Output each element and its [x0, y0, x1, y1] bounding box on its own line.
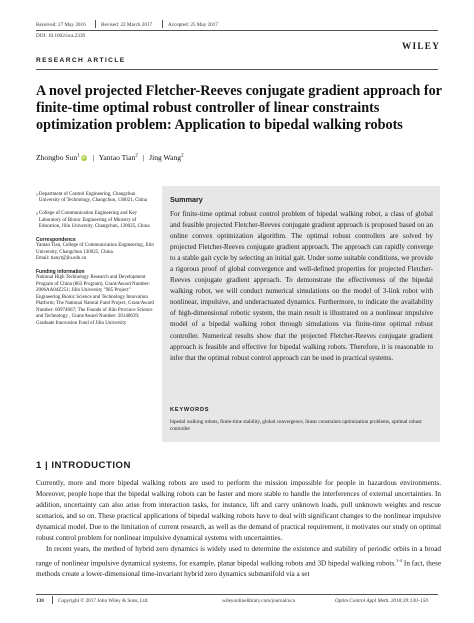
header-rule	[36, 30, 438, 31]
affiliation-text: Department of Control Engineering, Changchun University of Technology, Changchun, 130021, China	[38, 192, 148, 204]
received-date: Received: 27 May 2016	[36, 22, 86, 28]
funding-heading: Funding information	[36, 268, 85, 275]
affiliation-1	[36, 192, 154, 205]
author-list	[36, 153, 184, 162]
keywords-text: bipedal walking robots, finite-time stability, global convergence, linear constraints optimization problems, optimal robust controller	[170, 419, 422, 432]
correspondence-text: Yantao Tian, College of Communication Engineering, Jilin University, Changchun 130025, China.	[36, 243, 154, 255]
footer-divider	[52, 596, 53, 604]
header-divider	[162, 20, 163, 28]
accepted-date: Accepted: 25 May 2017	[168, 22, 218, 28]
article-sidebar	[36, 192, 154, 333]
footer-rule	[36, 594, 438, 595]
intro-paragraph-1: Currently, more and more bipedal walking robots are used to perform the mission impossible for people in hazardous environments. Moreover, people hope that the bipedal walking robots can be faster and more stable to handle the interferences of external uncertainties. In addition, uncertainty can also arise from interaction tasks, for instance, lift and carry unknown loads, pull unknown weights and rescue scenarios, and so on. These practical applications of bipedal walking robots have to deal with significant changes to the nonlinear impulsive dynamical model. Due to the limitation of current research, as well as the demand of practical requirement, it motivates our study on optimal robust control problem for nonlinear impulsive dynamical systems with uncertainties.	[36, 479, 441, 542]
affiliation-text: College of Communication Engineering and Key Laboratory of Bionic Engineering of Ministry of Education, Jilin University, Changchun, 130025, China	[38, 211, 150, 230]
orcid-icon[interactable]: iD	[81, 155, 86, 161]
correspondence-email[interactable]: Email: tianyt@jlu.edu.cn	[36, 256, 87, 262]
funding-block	[36, 269, 154, 327]
journal-citation: Optim Control Appl Meth. 2018;39:130–150.	[335, 598, 430, 604]
wiley-logo: WILEY	[402, 41, 441, 51]
summary-text: For finite-time optimal robust control problem of bipedal walking robot, a class of global and feasible projected Fletcher-Reeves conjugate gradient approach is proposed based on an online convex optimization algorithm. The optimal robust controllers are solved by projected Fletcher-Reeves conjugate gradient approach. The approach can rapidly converge to a stable gait cycle by selecting an initial gait. Under some suitable conditions, we provide a rigorous proof of global convergence and well-defined properties for projected Fletcher-Reeves conjugate gradient approach. To demonstrate the effectiveness of the bipedal walking robot, we will conduct numerical simulations on the model of 3-link robot with nonlinear, impulsive, and underactuated dynamics. Furthermore, to indicate the availability of high-dimensional robotic system, the main result is illustrated on a nonlinear impulsive model of a bipedal walking robot through simulations via finite-time optimal robust controller. Numerical results show that the projected Fletcher-Reeves conjugate gradient approach is feasible and effective for bipedal walking robots. Therefore, it is reasonable to infer that the optimal robust control approach can be used in practical systems.	[170, 210, 433, 362]
author-name[interactable]: Jing Wang	[149, 153, 182, 162]
author-name[interactable]: Yantao Tian	[98, 153, 136, 162]
page-number: 130	[36, 598, 44, 604]
author-name[interactable]: Zhongbo Sun	[36, 153, 78, 162]
title-rule	[36, 69, 438, 70]
affiliation-marker: 2	[135, 153, 138, 159]
article-type: RESEARCH ARTICLE	[36, 57, 126, 64]
funding-text: National High Technology Research and Development Program of China (863 Program), Grant/Award Number: 2006AA04Z251; Jilin University "985 Project" Engineering Bionic Science and Technology Innovation Platform; The National Natural Fund Project, Grant/Award Number: 60974067; The Founds of Jilin Province Science and Technology , Grant/Award Number: 20140639; Graduate Innovation Fund of Jilin University	[36, 275, 154, 326]
citation-marker[interactable]: 1-4	[395, 558, 403, 563]
paragraph-text: In recent years, the method of hybrid zero dynamics is widely used to determine the existence and stability of periodic orbits in a broad range of nonlinear impulsive dynamical systems, for example, planar bipedal walking robots and 3D bipedal walking robots.	[36, 545, 441, 568]
copyright-text: Copyright © 2017 John Wiley & Sons, Ltd.	[58, 598, 149, 604]
journal-url[interactable]: wileyonlinelibrary.com/journal/oca	[222, 598, 295, 604]
keywords-heading: KEYWORDS	[170, 407, 210, 413]
affiliation-number: 2	[36, 212, 38, 217]
intro-body	[36, 478, 441, 580]
section-heading: 1 | INTRODUCTION	[36, 460, 131, 471]
correspondence-block	[36, 237, 154, 263]
header-divider	[95, 20, 96, 28]
paragraph-text: In fact, these methods create a lower-dimensional time-invariant hybrid zero dynamics submanifold via a set	[36, 559, 442, 579]
affiliation-number: 1	[36, 193, 38, 197]
affiliation-marker: 2	[181, 153, 184, 159]
revised-date: Revised: 22 March 2017	[101, 22, 153, 28]
affiliation-marker: 1	[77, 153, 80, 159]
author-separator: |	[92, 153, 95, 162]
intro-paragraph-2	[36, 544, 441, 580]
article-title: A novel projected Fletcher-Reeves conjugate gradient approach for finite-time optimal robust controller of linear constraints optimization problem: Application to bipedal walking robots	[36, 83, 442, 133]
doi-link[interactable]: DOI: 10.1002/oca.2339	[36, 33, 86, 39]
affiliation-2	[36, 211, 154, 230]
summary-heading: Summary	[170, 195, 203, 204]
author-separator: |	[142, 153, 145, 162]
correspondence-heading: Correspondence	[36, 236, 76, 243]
